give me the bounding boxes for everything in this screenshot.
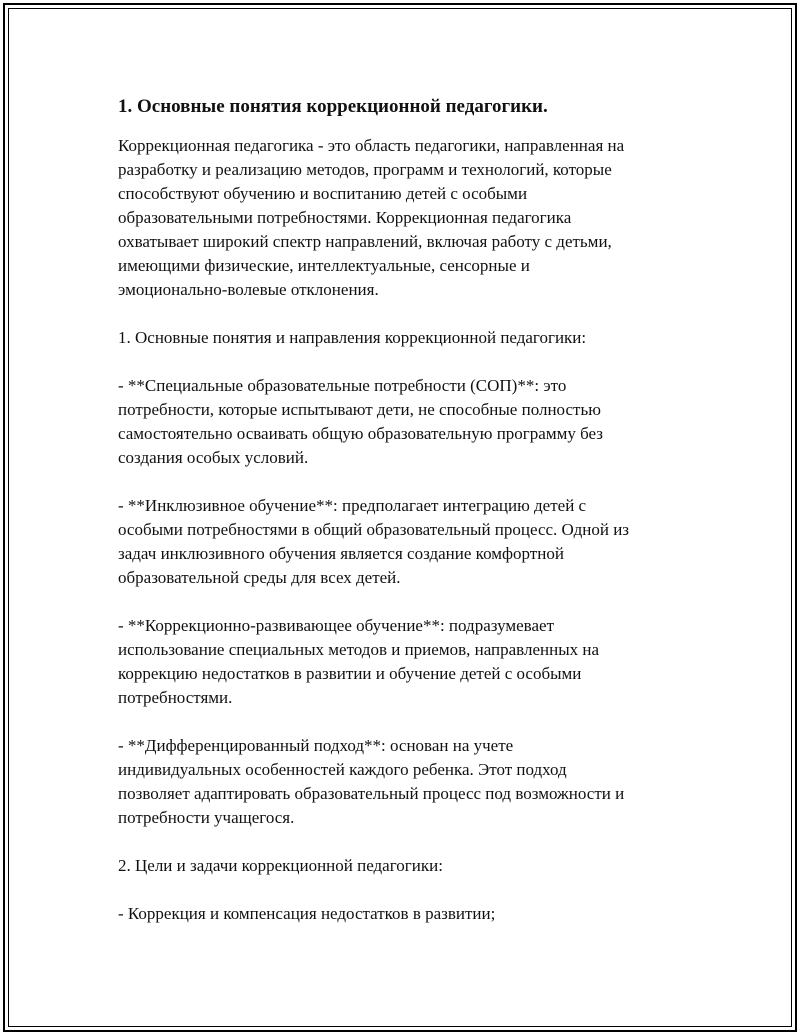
section-heading-concepts: 1. Основные понятия и направления коррекционной педагогики: [118,328,587,347]
spacer [118,878,688,902]
document-body [118,94,688,926]
list-item-correction-compensation: - Коррекция и компенсация недостатков в развитии; [118,904,496,923]
spacer [118,710,688,734]
spacer [118,302,688,326]
intro-paragraph: Коррекционная педагогика - это область педагогики, направленная на разработку и реализацию методов, программ и технологий, которые способствуют обучению и воспитанию детей с особыми образовательными потребностями. Коррекционная педагогика охватывает широкий спектр направлений, включая работу с детьми, имеющими физические, интеллектуальные, сенсорные и эмоционально-волевые отклонения. [118,136,625,299]
spacer [118,590,688,614]
list-item-correctional-developmental: - **Коррекционно-развивающее обучение**: подразумевает использование специальных методов и приемов, направленных на коррекцию недостатков в развитии и обучение детей с особыми потребностями. [118,616,600,707]
spacer [118,350,688,374]
list-item-differentiated-approach: - **Дифференцированный подход**: основан на учете индивидуальных особенностей каждого ребенка. Этот подход позволяет адаптировать образовательный процесс под возможности и потребности учащегося. [118,736,625,827]
section-heading-goals: 2. Цели и задачи коррекционной педагогики: [118,856,443,875]
spacer [118,470,688,494]
list-item-special-needs: - **Специальные образовательные потребности (СОП)**: это потребности, которые испытывают дети, не способные полностью самостоятельно осваивать общую образовательную программу без создания особых условий. [118,376,603,467]
spacer [118,830,688,854]
list-item-inclusive-education: - **Инклюзивное обучение**: предполагает интеграцию детей с особыми потребностями в общий образовательный процесс. Одной из задач инклюзивного обучения является создание комфортной образовательной среды для всех детей. [118,496,630,587]
document-title: 1. Основные понятия коррекционной педагогики. [118,96,548,117]
